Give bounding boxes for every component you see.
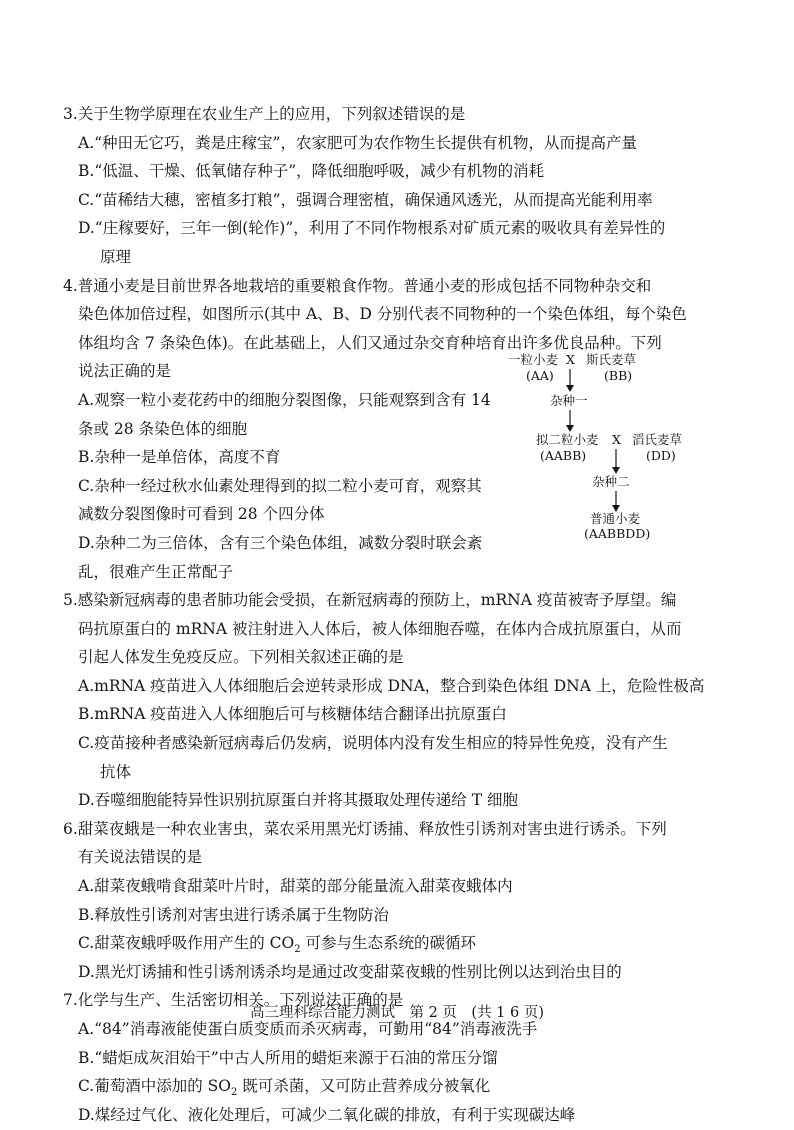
diagram-arrowhead-1 [566, 385, 574, 392]
q5-option-c-line2: 抗体 [100, 762, 132, 781]
q6-option-c-subscript: 2 [294, 944, 301, 956]
diagram-hybrid1: 杂种一 [550, 393, 588, 409]
q6-option-b: B.释放性引诱剂对害虫进行诱杀属于生物防治 [78, 905, 389, 924]
q5-option-d: D.吞噬细胞能特异性识别抗原蛋白并将其摄取处理传递给 T 细胞 [78, 791, 518, 810]
diagram-cross-symbol-2: X [612, 432, 621, 448]
diagram-parent3-genome: (AABB) [540, 448, 587, 464]
diagram-arrowhead-3 [612, 467, 620, 474]
q5-option-b: B.mRNA 疫苗进入人体细胞后可与核糖体结合翻译出抗原蛋白 [78, 705, 507, 724]
q7-option-c-tail: 既可杀菌，又可防止营养成分被氧化 [237, 1077, 491, 1096]
q3-option-d-line2: 原理 [100, 248, 132, 266]
q6-stem-line1: 6.甜菜夜蛾是一种农业害虫，菜农采用黑光灯诱捕、释放性引诱剂对害虫进行诱杀。下列 [63, 819, 667, 838]
q3-option-d-line1: D.“庄稼要好，三年一倒(轮作)”，利用了不同作物根系对矿质元素的吸收具有差异性的 [78, 219, 666, 238]
diagram-final-genome: (AABBDD) [584, 526, 651, 542]
q7-option-b: B.“蜡炬成灰泪始干”中古人所用的蜡炬来源于石油的常压分馏 [78, 1048, 498, 1067]
q4-options [78, 386, 496, 586]
diagram-parent2-genome: (BB) [604, 368, 633, 384]
q6-stem-line2: 有关说法错误的是 [78, 848, 203, 867]
q5-option-c-line1: C.疫苗接种者感染新冠病毒后仍发病，说明体内没有发生相应的特异性免疫，没有产生 [78, 734, 668, 752]
q4-stem-line2: 染色体加倍过程，如图所示(其中 A、B、D 分别代表不同物种的一个染色体组，每个染色 [78, 305, 687, 324]
q6-option-c-text: C.甜菜夜蛾呼吸作用产生的 CO [78, 934, 295, 953]
page-footer: 高三理科综合能力测试 第 2 页 (共 1 6 页) [249, 1005, 545, 1021]
diagram-parent4-genome: (DD) [646, 448, 676, 464]
diagram-arrowhead-2 [566, 425, 574, 432]
diagram-parent1-name: 一粒小麦 [508, 352, 559, 368]
q7-option-c-text: C.葡萄酒中添加的 SO [78, 1077, 231, 1096]
q4-option-b: B.杂种一是单倍体，高度不育 [78, 448, 281, 467]
q4-option-a: A.观察一粒小麦花药中的细胞分裂图像，只能观察到含有 14 条或 28 条染色体的细胞 [78, 391, 491, 438]
diagram-hybrid2: 杂种二 [592, 474, 630, 490]
diagram-cross-symbol-1: X [566, 352, 575, 368]
wheat-hybridization-diagram [500, 347, 740, 542]
q5-stem-line3: 引起人体发生免疫反应。下列相关叙述正确的是 [78, 648, 404, 667]
q4-option-d: D.杂种二为三倍体，含有三个染色体组，减数分裂时联会紊乱，很难产生正常配子 [78, 533, 483, 581]
q5-option-a: A.mRNA 疫苗进入人体细胞后会逆转录形成 DNA，整合到染色体组 DNA 上，危险性极高 [78, 676, 705, 695]
q7-option-c-subscript: 2 [231, 1087, 238, 1099]
diagram-parent2-name: 斯氏麦草 [586, 352, 637, 368]
diagram-parent4-name: 滔氏麦草 [632, 432, 683, 448]
q5-stem-line2: 码抗原蛋白的 mRNA 被注射进入人体后，被人体细胞吞噬，在体内合成抗原蛋白，从而 [78, 619, 682, 638]
q3-option-b: B.“低温、干燥、低氧储存种子”，降低细胞呼吸，减少有机物的消耗 [78, 162, 545, 181]
diagram-final-name: 普通小麦 [590, 511, 641, 527]
q6-option-a: A.甜菜夜蛾啃食甜菜叶片时，甜菜的部分能量流入甜菜夜蛾体内 [78, 877, 513, 895]
q7-stem: 7.化学与生产、生活密切相关。下列说法正确的是 [63, 991, 404, 1010]
q3-stem: 3.关于生物学原理在农业生产上的应用，下列叙述错误的是 [63, 105, 466, 123]
q4-option-c: C.杂种一经过秋水仙素处理得到的拟二粒小麦可育，观察其减数分裂图像时可看到 28 个四分体 [78, 476, 482, 524]
q4-stem-line1: 4.普通小麦是目前世界各地栽培的重要粮食作物。普通小麦的形成包括不同物种杂交和 [63, 276, 652, 295]
q6-option-d: D.黑光灯诱捕和性引诱剂诱杀均是通过改变甜菜夜蛾的性别比例以达到治虫目的 [78, 962, 622, 981]
q6-option-c-tail: 可参与生态系统的碳循环 [300, 934, 477, 953]
q4-stem-line3: 体组均含 7 条染色体)。在此基础上，人们又通过杂交育种培育出许多优良品种。下列 [78, 333, 662, 352]
q4-stem-line4: 说法正确的是 [78, 362, 172, 381]
q3-option-c: C.“苗稀结大穗，密植多打粮”，强调合理密植，确保通风透光，从而提高光能利用率 [78, 190, 653, 209]
diagram-svg [500, 347, 740, 542]
q7-option-d: D.煤经过气化、液化处理后，可减少二氧化碳的排放，有利于实现碳达峰 [78, 1105, 576, 1124]
q7-option-a: A.“84”消毒液能使蛋白质变质而杀灭病毒，可勤用“84”消毒液洗手 [78, 1020, 538, 1038]
diagram-parent1-genome: (AA) [526, 368, 554, 384]
q3-option-a: A.“种田无它巧，粪是庄稼宝”，农家肥可为农作物生长提供有机物，从而提高产量 [78, 133, 637, 152]
diagram-parent3-name: 拟二粒小麦 [536, 432, 599, 448]
q5-stem-line1: 5.感染新冠病毒的患者肺功能会受损，在新冠病毒的预防上，mRNA 疫苗被寄予厚望。编 [63, 591, 677, 609]
